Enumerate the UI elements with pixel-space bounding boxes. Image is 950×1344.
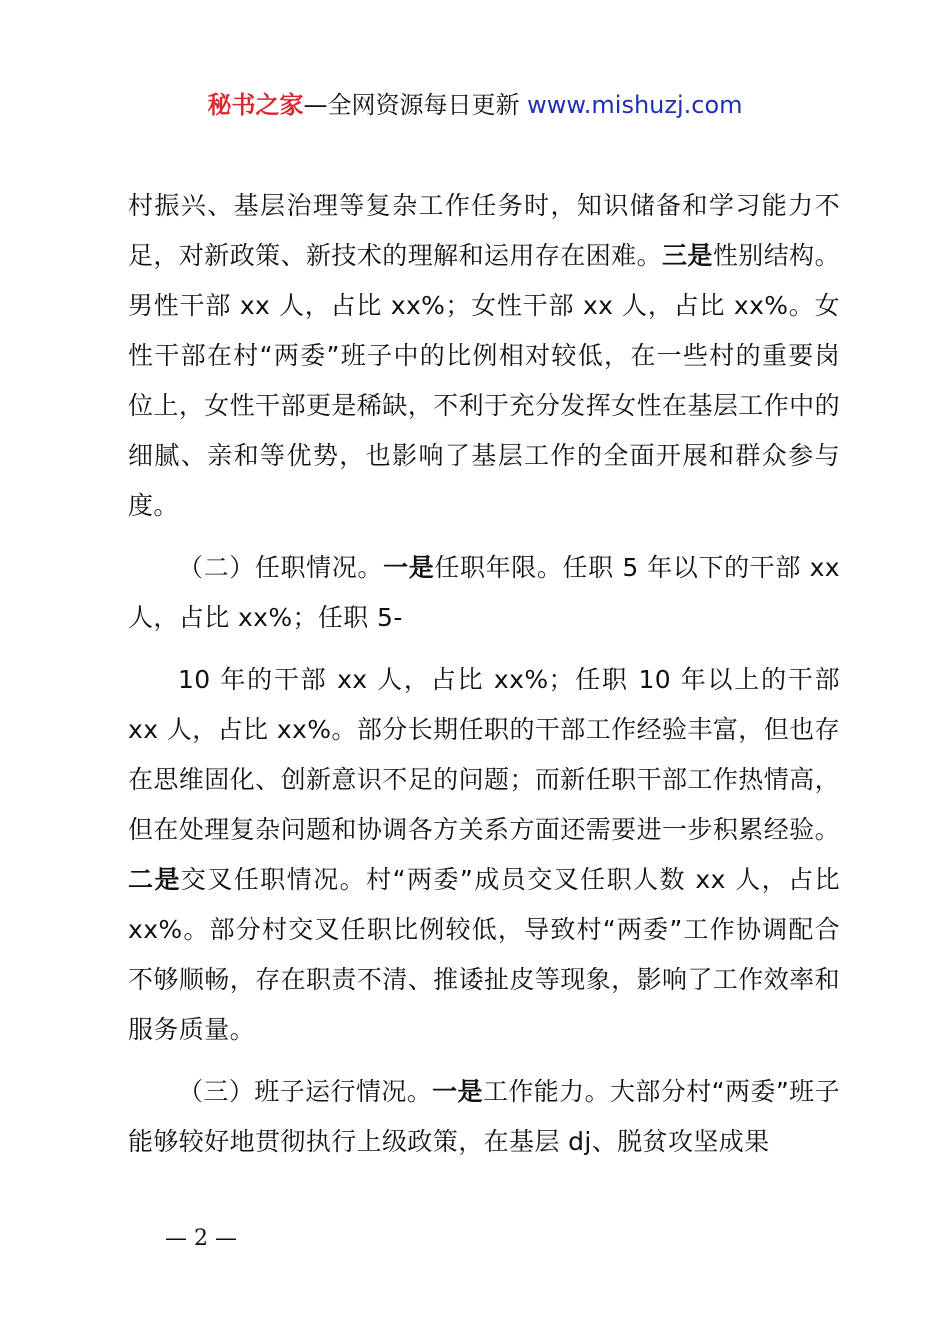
paragraph-3 [128,655,840,1055]
text-run: 10 年的干部 xx 人，占比 xx%；任职 10 年以上的干部 xx 人，占比 xx%。部分长期任职的干部工作经验丰富，但也存在思维固化、创新意识不足的问题；而新任职干部工作热情高，但在处理复杂问题和协调各方关系方面还需要进一步积累经验。 [128,665,840,844]
bold-run: 一是 [383,553,435,582]
site-url-link[interactable]: www.mishuzj.com [527,91,743,119]
text-run: 工作能力。大部分村“两委”班子能够较好地贯彻执行上级政策，在基层 dj、脱贫攻坚成果 [128,1077,840,1156]
text-run: （二）任职情况。 [178,553,384,582]
text-run: 性别结构。男性干部 xx 人，占比 xx%；女性干部 xx 人，占比 xx%。女性干部在村“两委”班子中的比例相对较低，在一些村的重要岗位上，女性干部更是稀缺，不利于充分发挥女性在基层工作中的细腻、亲和等优势，也影响了基层工作的全面开展和群众参与度。 [128,241,840,520]
paragraph-1 [128,181,840,531]
page-number: — 2 — [165,1226,237,1251]
bold-run: 三是 [662,241,713,270]
paragraph-4 [128,1067,840,1167]
text-run: 村振兴、基层治理等复杂工作任务时，知识储备和学习能力不足，对新政策、新技术的理解和运用存在困难。 [128,191,840,270]
site-header [0,88,950,122]
header-slogan: —全网资源每日更新 [303,91,528,119]
text-run: （三）班子运行情况。 [178,1077,433,1106]
text-run: 任职年限。任职 5 年以下的干部 xx 人，占比 xx%；任职 5- [128,553,840,632]
bold-run: 二是 [128,865,181,894]
text-run: 交叉任职情况。村“两委”成员交叉任职人数 xx 人，占比 xx%。部分村交叉任职比例较低，导致村“两委”工作协调配合不够顺畅，存在职责不清、推诿扯皮等现象，影响了工作效率和服务质量。 [128,865,840,1044]
document-body [128,181,840,1179]
brand-name: 秘书之家 [207,91,304,119]
bold-run: 一是 [432,1077,483,1106]
paragraph-2 [128,543,840,643]
